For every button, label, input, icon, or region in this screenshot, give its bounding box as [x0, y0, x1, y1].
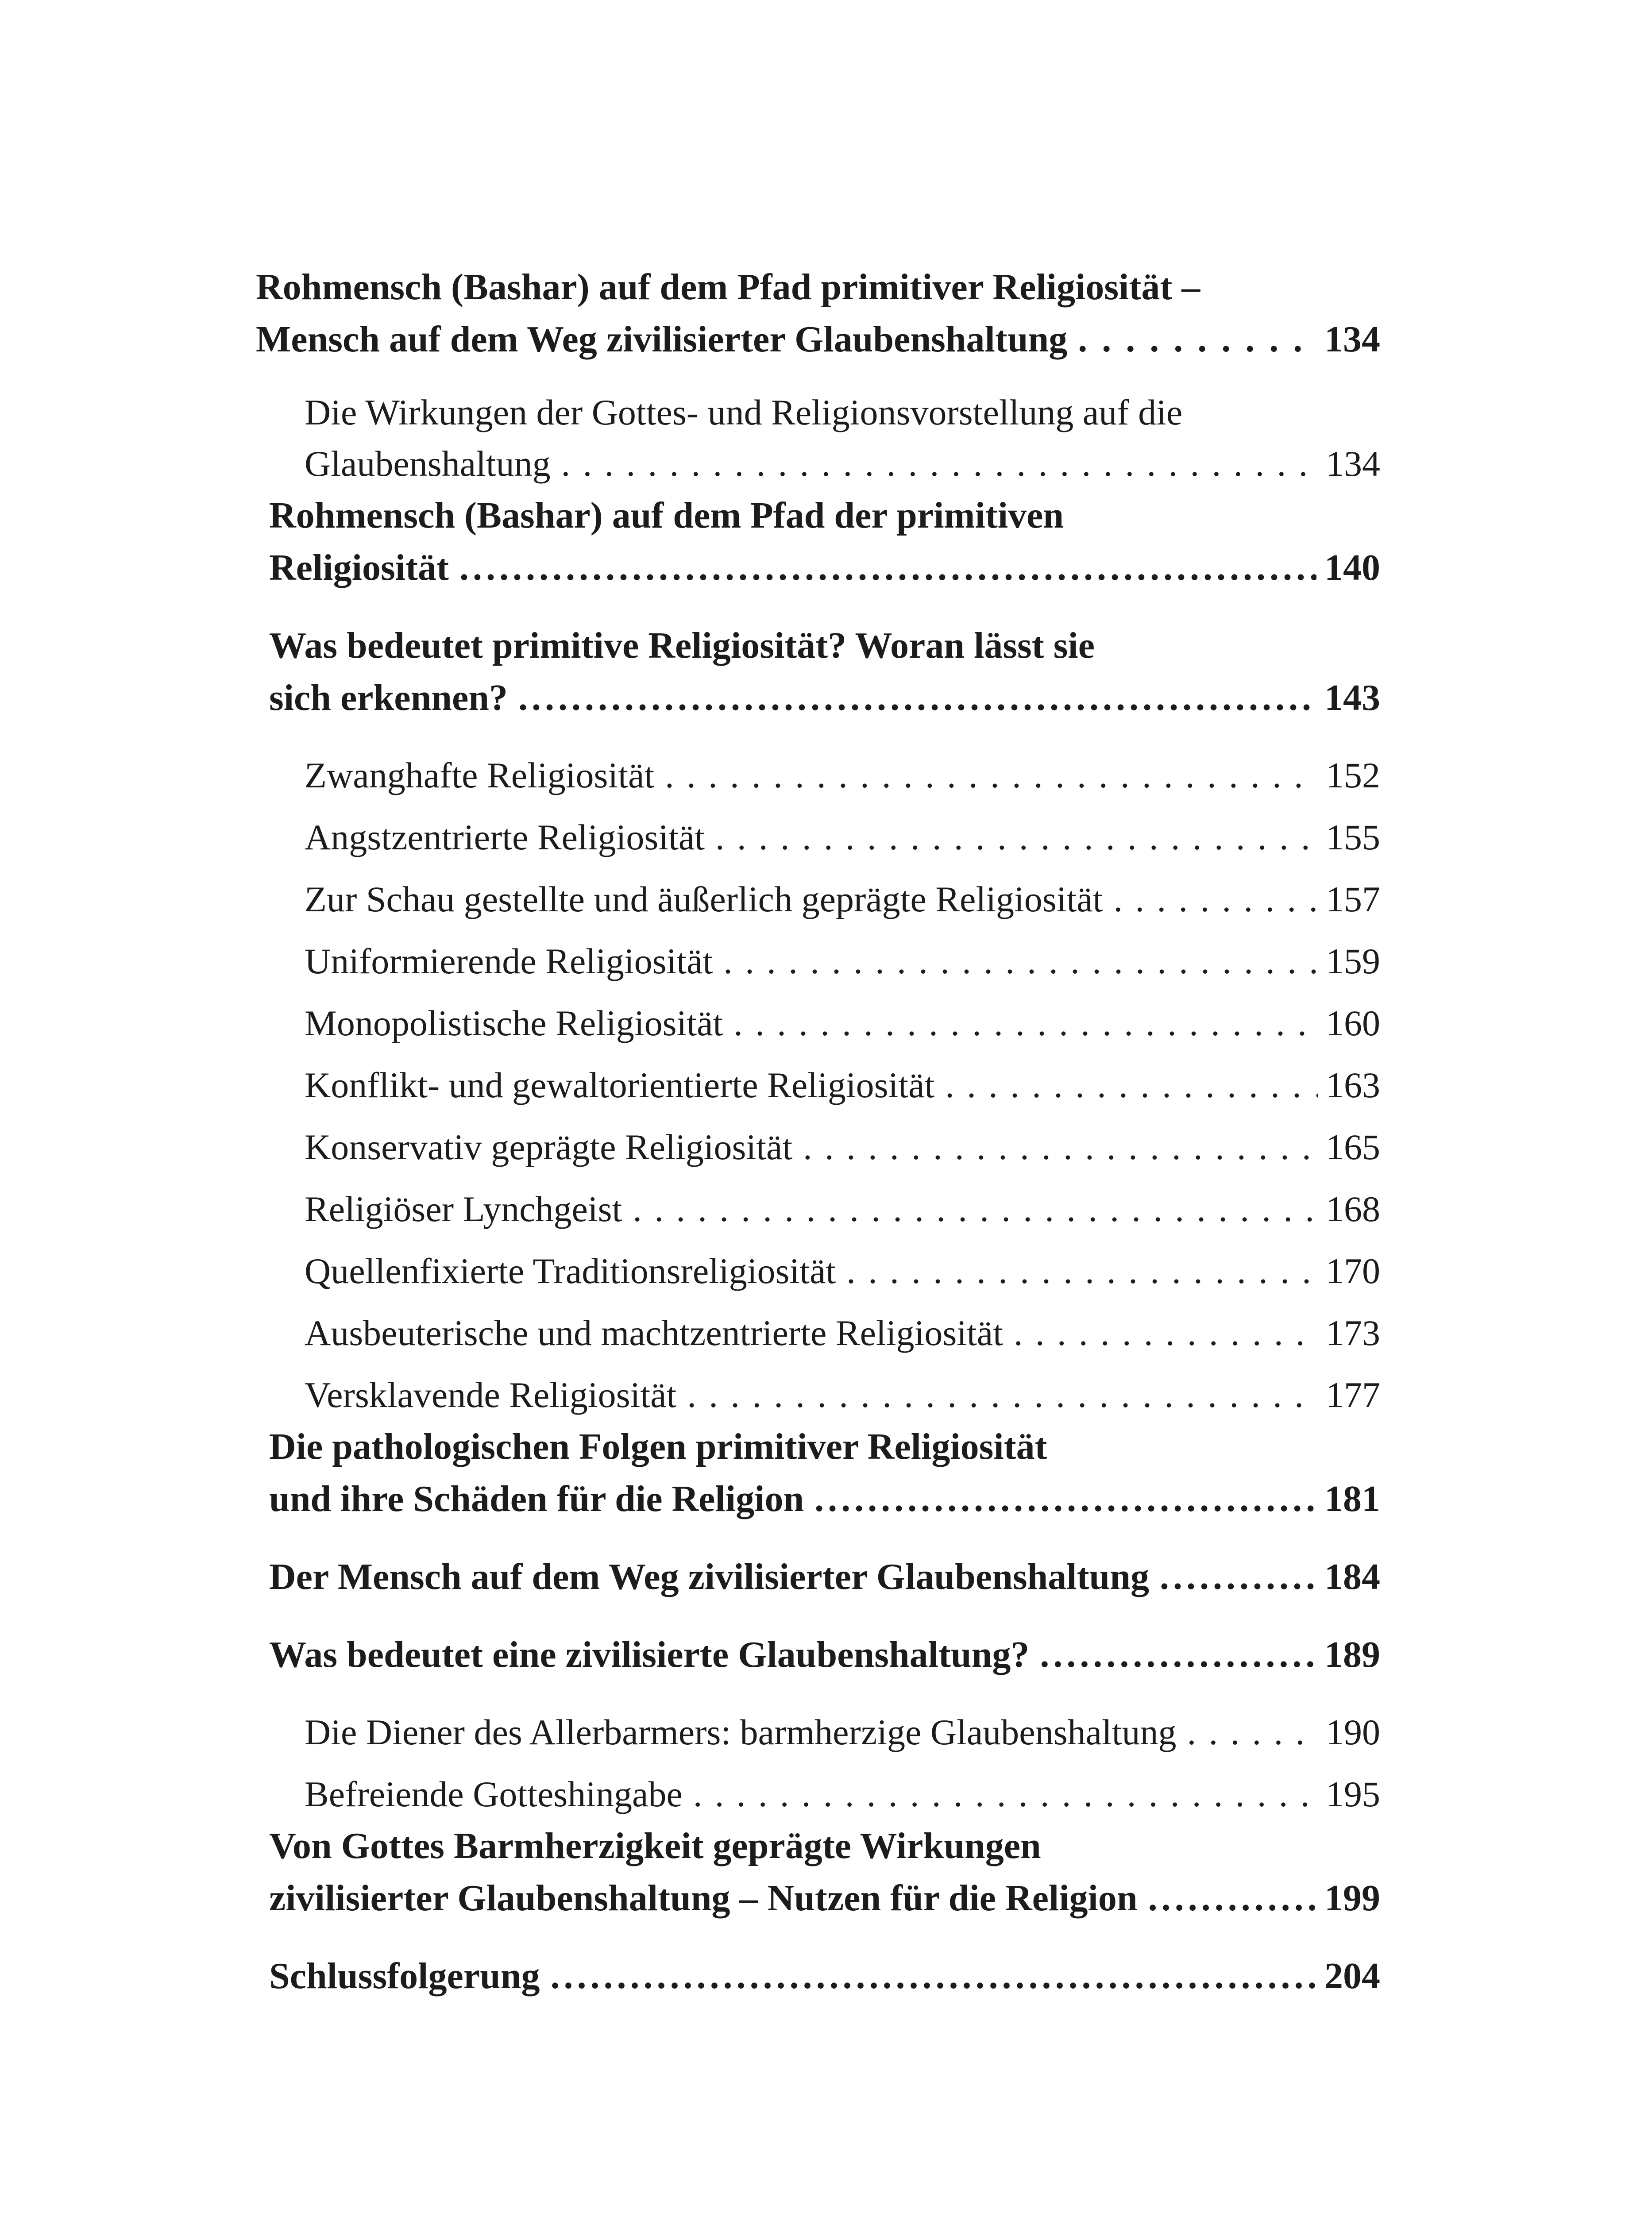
toc-page-number: 165: [1326, 1127, 1380, 1167]
toc-entry-title: Monopolistische Religiosität: [305, 1003, 723, 1043]
dot-leader: [550, 1950, 1316, 2002]
toc-chapter-entry[interactable]: [256, 1629, 1380, 1681]
toc-page-number: 190: [1326, 1712, 1380, 1752]
dot-leader: [814, 1473, 1316, 1525]
toc-chapter-entry[interactable]: [256, 490, 1380, 594]
toc-section-entry[interactable]: [256, 1122, 1380, 1173]
dot-leader: [733, 998, 1318, 1049]
toc-entry-line: [269, 672, 1380, 724]
toc-entry-title: zivilisierter Glaubenshaltung – Nutzen für die Religion: [269, 1878, 1138, 1919]
toc-entry-line: [305, 874, 1380, 925]
toc-entry-line: [305, 1060, 1380, 1111]
toc-entry-line: [305, 387, 1380, 438]
toc-entry-title: Rohmensch (Bashar) auf dem Pfad primitiver Religiosität –: [256, 266, 1200, 308]
dot-leader: [1187, 1707, 1318, 1758]
toc-section-entry[interactable]: [256, 1245, 1380, 1297]
dot-leader: [1148, 1872, 1316, 1924]
toc-entry-title: Konservativ geprägte Religiosität: [305, 1127, 793, 1167]
toc-page-number: 143: [1324, 677, 1380, 718]
toc-entry-title: Ausbeuterische und machtzentrierte Religiosität: [305, 1313, 1003, 1353]
toc-chapter-entry[interactable]: [256, 620, 1380, 724]
toc-entry-title: sich erkennen?: [269, 677, 508, 718]
toc-page-number: 173: [1326, 1313, 1380, 1353]
toc-chapter-entry[interactable]: [256, 1551, 1380, 1603]
dot-leader: [518, 672, 1316, 724]
toc-entry-title: Uniformierende Religiosität: [305, 941, 713, 981]
toc-entry-line: [305, 1245, 1380, 1297]
toc-section-entry[interactable]: [256, 750, 1380, 801]
toc-page-number: 170: [1326, 1251, 1380, 1291]
toc-entry-title: Die pathologischen Folgen primitiver Religiosität: [269, 1426, 1047, 1467]
toc-entry-title: und ihre Schäden für die Religion: [269, 1478, 804, 1519]
toc-entry-line: [269, 1551, 1380, 1603]
toc-entry-title: Mensch auf dem Weg zivilisierter Glaubenshaltung: [256, 319, 1068, 360]
toc-entry-title: Rohmensch (Bashar) auf dem Pfad der primitiven: [269, 495, 1064, 536]
toc-entry-line: [305, 1184, 1380, 1235]
toc-section-entry[interactable]: [256, 387, 1380, 490]
toc-page-number: 157: [1326, 879, 1380, 919]
toc-entry-title: Von Gottes Barmherzigkeit geprägte Wirkungen: [269, 1825, 1041, 1866]
toc-entry-title: Versklavende Religiosität: [305, 1375, 677, 1415]
dot-leader: [1040, 1629, 1316, 1681]
toc-entry-title: Die Diener des Allerbarmers: barmherzige Glaubenshaltung: [305, 1712, 1177, 1752]
toc-entry-title: Religiosität: [269, 547, 449, 588]
toc-page-number: 199: [1324, 1878, 1380, 1919]
dot-leader: [459, 542, 1316, 594]
toc-entry-line: [269, 1820, 1380, 1872]
toc-entry-line: [269, 542, 1380, 594]
toc-section-entry[interactable]: [256, 1707, 1380, 1758]
toc-page-number: 140: [1324, 547, 1380, 588]
dot-leader: [846, 1245, 1318, 1297]
toc-entry-line: [305, 750, 1380, 801]
toc-entry-line: [269, 1473, 1380, 1525]
toc-chapter-entry[interactable]: [256, 1950, 1380, 2002]
toc-section-entry[interactable]: [256, 812, 1380, 863]
toc-page-number: 134: [1326, 443, 1380, 484]
dot-leader: [945, 1060, 1318, 1111]
toc-section-entry[interactable]: [256, 998, 1380, 1049]
toc-entry-title: Zwanghafte Religiosität: [305, 755, 655, 795]
toc-entry-line: [305, 998, 1380, 1049]
toc-page-number: 152: [1326, 755, 1380, 795]
toc-entry-line: [256, 261, 1380, 313]
toc-entry-line: [269, 1629, 1380, 1681]
toc-entry-title: Befreiende Gotteshingabe: [305, 1774, 683, 1814]
toc-entry-line: [269, 1950, 1380, 2002]
toc-entry-line: [305, 1122, 1380, 1173]
dot-leader: [693, 1769, 1318, 1820]
toc-section-entry[interactable]: [256, 874, 1380, 925]
toc-section-entry[interactable]: [256, 1307, 1380, 1359]
toc-section-entry[interactable]: [256, 1769, 1380, 1820]
toc-entry-line: [305, 1369, 1380, 1421]
toc-entry-title: Zur Schau gestellte und äußerlich geprägte Religiosität: [305, 879, 1103, 919]
toc-entry-title: Der Mensch auf dem Weg zivilisierter Glaubenshaltung: [269, 1556, 1149, 1597]
table-of-contents: [256, 261, 1380, 2002]
toc-entry-title: Was bedeutet primitive Religiosität? Woran lässt sie: [269, 625, 1095, 666]
toc-page-number: 168: [1326, 1189, 1380, 1229]
toc-entry-line: [269, 1872, 1380, 1924]
toc-entry-title: Angstzentrierte Religiosität: [305, 817, 705, 857]
toc-entry-line: [269, 620, 1380, 672]
toc-chapter-entry[interactable]: [256, 261, 1380, 366]
dot-leader: [687, 1369, 1318, 1421]
dot-leader: [665, 750, 1318, 801]
toc-page-number: 181: [1324, 1478, 1380, 1519]
toc-chapter-entry[interactable]: [256, 1820, 1380, 1924]
toc-entry-line: [269, 1421, 1380, 1473]
toc-page-number: 189: [1324, 1634, 1380, 1675]
toc-page-number: 159: [1326, 941, 1380, 981]
toc-section-entry[interactable]: [256, 1369, 1380, 1421]
dot-leader: [715, 812, 1318, 863]
dot-leader: [1160, 1551, 1316, 1603]
toc-page-number: 160: [1326, 1003, 1380, 1043]
toc-page-number: 155: [1326, 817, 1380, 857]
toc-page-number: 204: [1324, 1955, 1380, 1997]
toc-chapter-entry[interactable]: [256, 1421, 1380, 1525]
toc-entry-title: Konflikt- und gewaltorientierte Religiosität: [305, 1065, 935, 1105]
toc-page-number: 134: [1324, 319, 1380, 360]
toc-entry-title: Was bedeutet eine zivilisierte Glaubenshaltung?: [269, 1634, 1030, 1675]
toc-page-number: 184: [1324, 1556, 1380, 1597]
toc-page-number: 195: [1326, 1774, 1380, 1814]
toc-entry-title: Die Wirkungen der Gottes- und Religionsvorstellung auf die: [305, 392, 1183, 432]
dot-leader: [561, 438, 1318, 490]
toc-section-entry[interactable]: [256, 1060, 1380, 1111]
toc-entry-line: [256, 313, 1380, 366]
toc-entry-line: [305, 1307, 1380, 1359]
dot-leader: [633, 1184, 1318, 1235]
toc-entry-line: [305, 438, 1380, 490]
dot-leader: [1113, 874, 1318, 925]
dot-leader: [803, 1122, 1318, 1173]
toc-section-entry[interactable]: [256, 1184, 1380, 1235]
dot-leader: [1014, 1307, 1318, 1359]
dot-leader: [1078, 313, 1316, 366]
toc-entry-line: [305, 812, 1380, 863]
toc-entry-title: Quellenfixierte Traditionsreligiosität: [305, 1251, 836, 1291]
toc-entry-line: [269, 490, 1380, 542]
toc-page-number: 177: [1326, 1375, 1380, 1415]
toc-entry-line: [305, 1769, 1380, 1820]
toc-entry-title: Religiöser Lynchgeist: [305, 1189, 622, 1229]
dot-leader: [723, 936, 1318, 987]
toc-entry-line: [305, 936, 1380, 987]
toc-entry-title: Glaubenshaltung: [305, 443, 551, 484]
toc-entry-line: [305, 1707, 1380, 1758]
toc-page-number: 163: [1326, 1065, 1380, 1105]
toc-section-entry[interactable]: [256, 936, 1380, 987]
toc-entry-title: Schlussfolgerung: [269, 1955, 540, 1997]
